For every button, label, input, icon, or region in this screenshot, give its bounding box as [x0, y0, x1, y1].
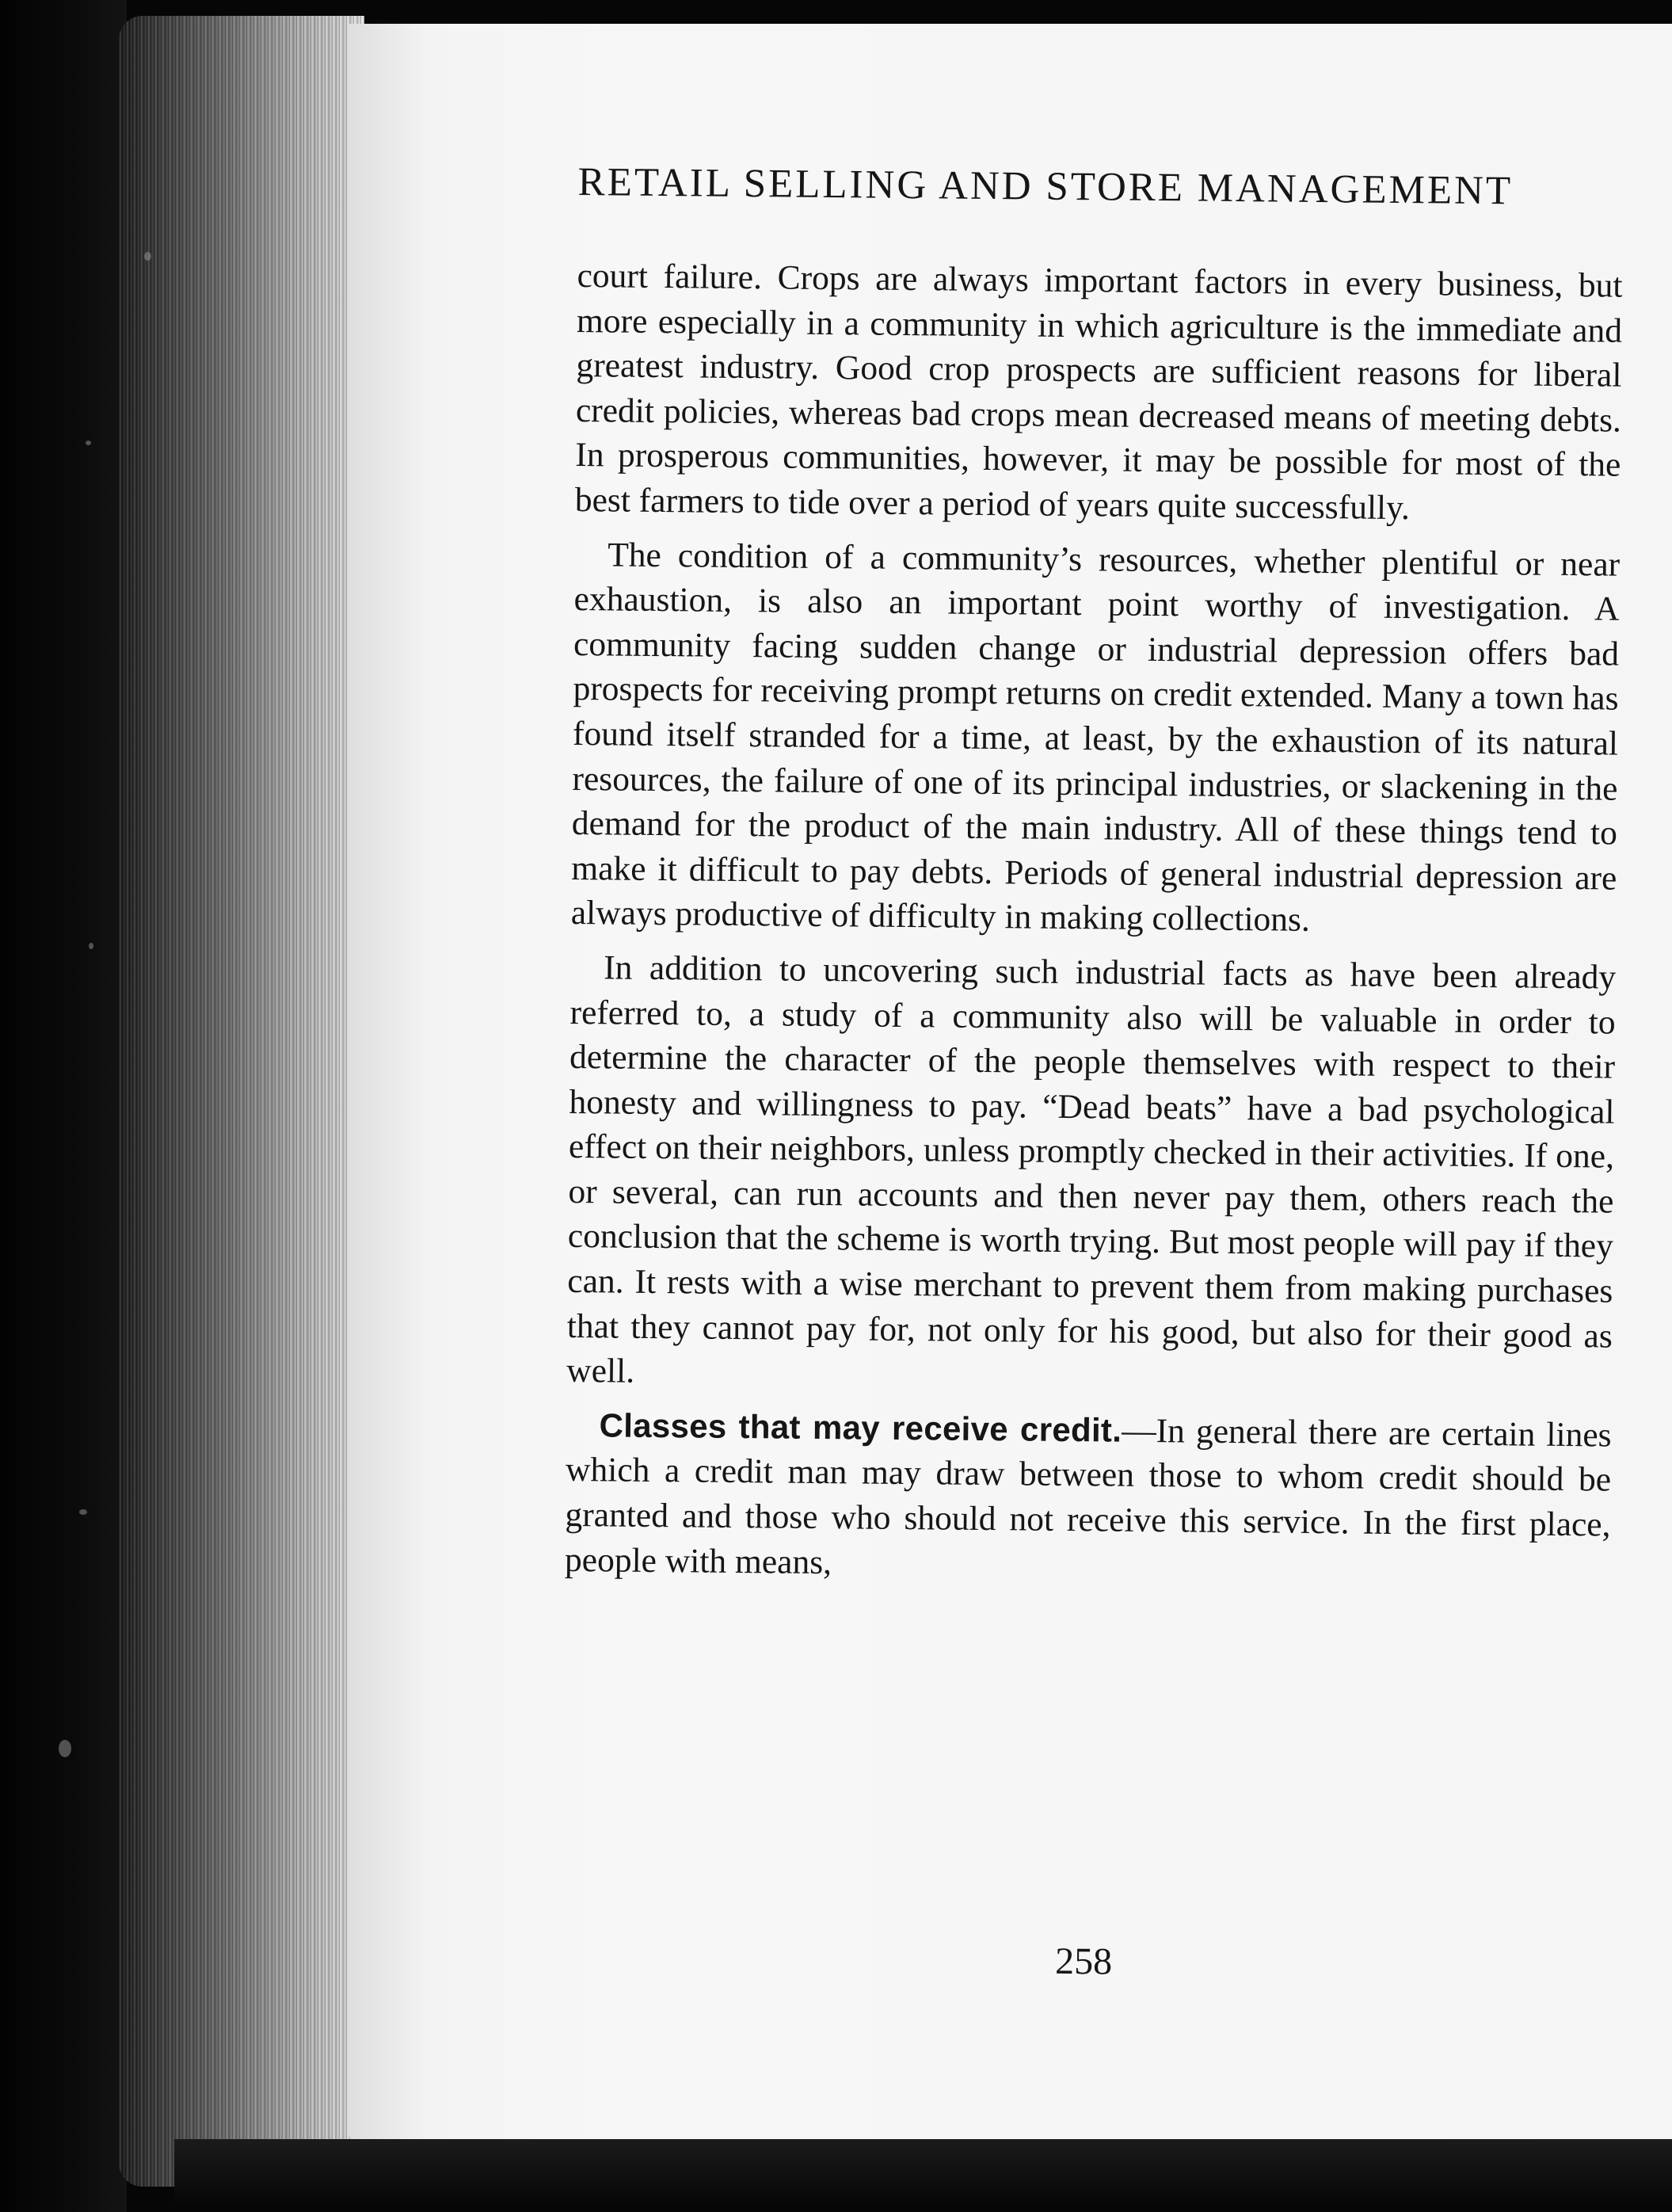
- bottom-shadow: [174, 2139, 1672, 2212]
- book-gutter: [0, 0, 127, 2212]
- page-number: 258: [1054, 1939, 1113, 1983]
- paragraph-4: [565, 1403, 1612, 1592]
- running-head: RETAIL SELLING AND STORE MANAGEMENT: [577, 159, 1514, 214]
- paragraph-3: In addition to uncovering such industrial facts as have been already referred to, a study of a community also will be valuable in order to determine the character of the people themselves with respect to their honesty and willingness to pay. “Dead beats” have a bad psychological effect on their neighbors, unless promptly checked in their activities. If one, or several, can run accounts and then never pay them, others reach the conclusion that the scheme is worth trying. But most people will pay if they can. It rests with a wise merchant to prevent them from making purchases that they cannot pay for, not only for his good, but also for their good as well.: [566, 948, 1617, 1391]
- page-edges: [119, 16, 364, 2187]
- paragraph-1: court failure. Crops are always important factors in every business, but more especially in a community in which agriculture is the immediate and greatest industry. Good crop prospects are sufficient reasons for liberal credit policies, whereas bad crops mean decreased means of meeting debts. In prosperous communities, however, it may be possible for most of the best farmers to tide over a period of years quite successfully.: [574, 256, 1623, 528]
- side-heading: Classes that may receive credit.: [599, 1406, 1122, 1449]
- paragraph-4-text: —In general there are certain lines which a credit man may draw between those to whom credit should be granted and those who should not receive this service. In the first place, people with means,: [564, 1411, 1612, 1581]
- page-text: [560, 158, 1624, 2070]
- paragraph-2: The condition of a community’s resources, whether plentiful or near exhaustion, is also an important point worthy of investigation. A community facing sudden change or industrial depression offers bad prospects for receiving prompt returns on credit extended. Many a town has found itself stranded for a time, at least, by the exhaustion of its natural resources, the failure of one of its principal industries, or slackening in the demand for the product of the main industry. All of these things tend to make it difficult to pay debts. Periods of general industrial depression are always productive of difficulty in making collections.: [570, 535, 1621, 940]
